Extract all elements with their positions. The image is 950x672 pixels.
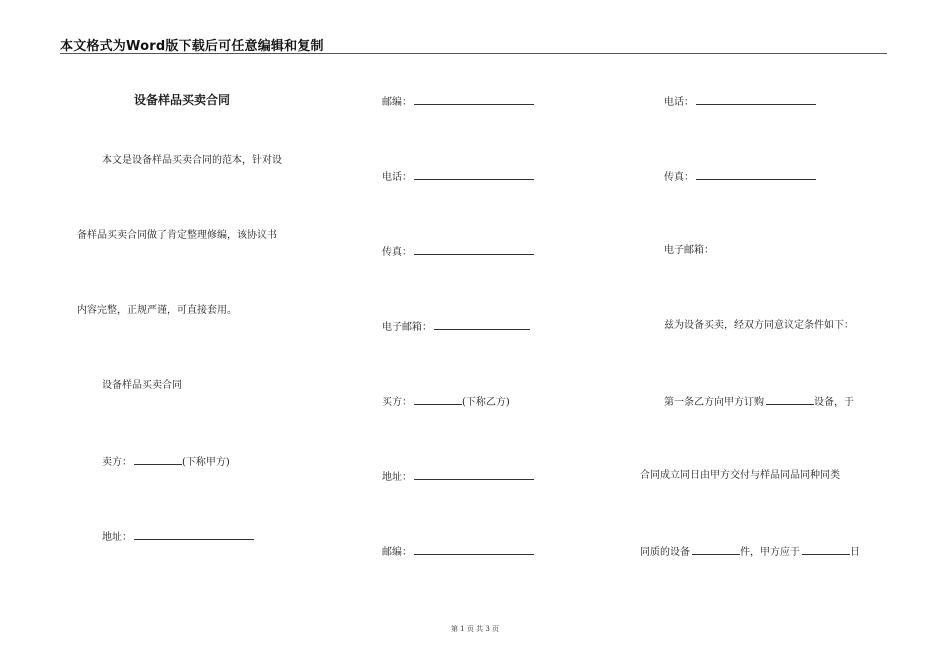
seller-email-blank bbox=[434, 320, 530, 330]
seller-address-blank bbox=[134, 530, 254, 540]
seller-postcode-row bbox=[382, 95, 534, 109]
article-1-line-3 bbox=[640, 545, 860, 559]
buyer-phone-blank bbox=[696, 95, 816, 105]
document-header: 本文格式为Word版下载后可任意编辑和复制 bbox=[60, 39, 324, 54]
buyer-postcode-row bbox=[382, 545, 534, 559]
intro-line-2: 备样品买卖合同做了肯定整理修编，该协议书 bbox=[77, 230, 277, 241]
buyer-phone-row bbox=[664, 95, 816, 109]
article-1-line-1 bbox=[664, 395, 854, 409]
seller-phone-row bbox=[382, 170, 534, 184]
buyer-fax-row bbox=[664, 170, 816, 184]
header-divider bbox=[60, 53, 887, 54]
agreement-text: 兹为设备买卖，经双方同意议定条件如下： bbox=[664, 320, 854, 331]
buyer-address-blank bbox=[414, 470, 534, 480]
seller-email-row bbox=[382, 320, 530, 334]
buyer-row bbox=[382, 395, 510, 409]
article-1-line-2: 合同成立同日由甲方交付与样品同品同种同类 bbox=[640, 470, 840, 481]
seller-fax-blank bbox=[414, 245, 534, 255]
buyer-phone-label: 电话： bbox=[664, 97, 694, 108]
buyer-suffix: (下称乙方) bbox=[462, 397, 510, 408]
seller-phone-blank bbox=[414, 170, 534, 180]
page-number: 第 1 页 共 3 页 bbox=[450, 625, 500, 633]
seller-blank bbox=[134, 455, 182, 465]
buyer-address-label: 地址： bbox=[382, 472, 412, 483]
seller-phone-label: 电话： bbox=[382, 172, 412, 183]
buyer-fax-blank bbox=[696, 170, 816, 180]
contract-subtitle: 设备样品买卖合同 bbox=[102, 380, 182, 391]
article-1-text-e: 日 bbox=[850, 547, 860, 558]
seller-fax-row bbox=[382, 245, 534, 259]
seller-row bbox=[102, 455, 230, 469]
article-1-text-d: 件，甲方应于 bbox=[740, 547, 800, 558]
buyer-postcode-blank bbox=[414, 545, 534, 555]
buyer-label: 买方： bbox=[382, 397, 412, 408]
seller-postcode-blank bbox=[414, 95, 534, 105]
intro-line-3: 内容完整，正规严谨，可直接套用。 bbox=[77, 305, 237, 316]
buyer-blank bbox=[414, 395, 462, 405]
article-1-text-a: 第一条乙方向甲方订购 bbox=[664, 397, 764, 408]
seller-email-label: 电子邮箱： bbox=[382, 322, 432, 333]
buyer-postcode-label: 邮编： bbox=[382, 547, 412, 558]
date-blank bbox=[802, 545, 850, 555]
intro-line-1: 本文是设备样品买卖合同的范本，针对设 bbox=[102, 155, 282, 166]
buyer-address-row bbox=[382, 470, 534, 484]
buyer-fax-label: 传真： bbox=[664, 172, 694, 183]
seller-address-row bbox=[102, 530, 254, 544]
quantity-blank bbox=[692, 545, 740, 555]
article-1-text-c: 同质的设备 bbox=[640, 547, 690, 558]
seller-fax-label: 传真： bbox=[382, 247, 412, 258]
buyer-email-label: 电子邮箱： bbox=[664, 245, 714, 256]
equipment-blank bbox=[766, 395, 814, 405]
contract-title: 设备样品买卖合同 bbox=[134, 93, 231, 107]
seller-label: 卖方： bbox=[102, 457, 132, 468]
seller-postcode-label: 邮编： bbox=[382, 97, 412, 108]
article-1-text-b: 设备，于 bbox=[814, 397, 854, 408]
seller-address-label: 地址： bbox=[102, 532, 132, 543]
seller-suffix: (下称甲方) bbox=[182, 457, 230, 468]
